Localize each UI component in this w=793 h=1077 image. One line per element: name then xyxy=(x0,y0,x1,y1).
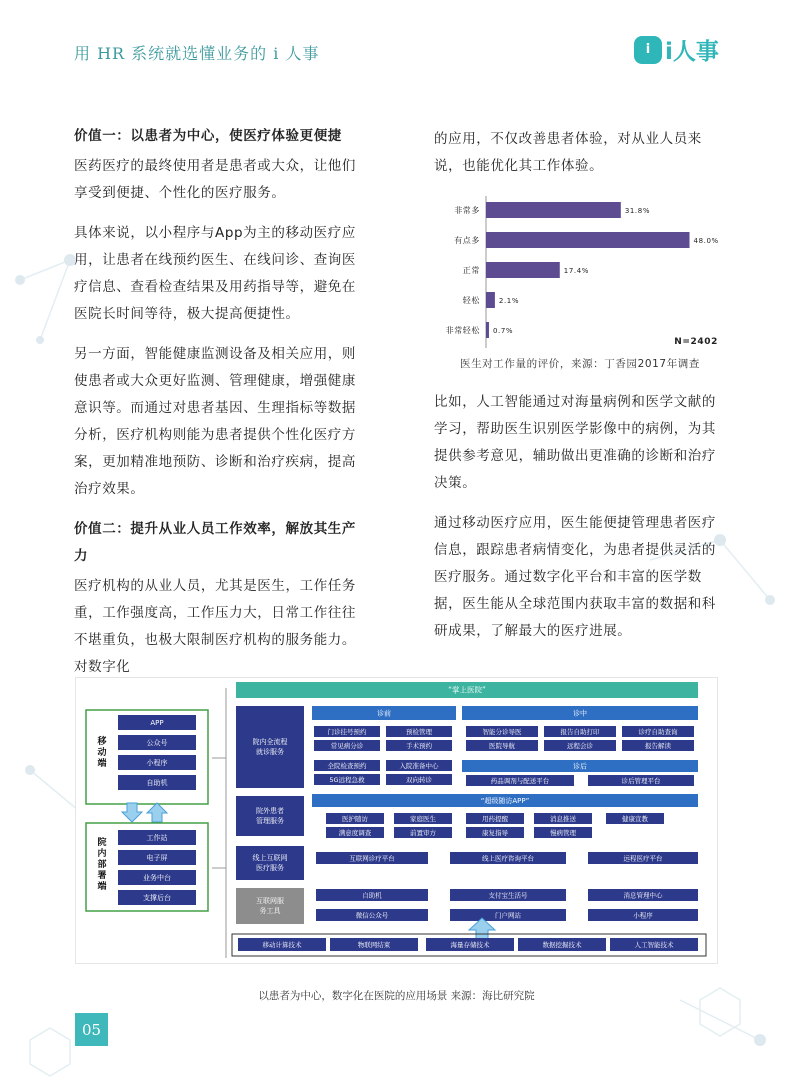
tool-item xyxy=(450,889,566,901)
section-zhenzhong xyxy=(462,706,698,720)
chart-bar xyxy=(486,232,690,248)
svg-text:端: 端 xyxy=(97,882,107,892)
followup-item xyxy=(326,827,384,838)
svg-text:“超级随访APP”: “超级随访APP” xyxy=(480,796,530,805)
svg-text:APP: APP xyxy=(150,718,164,727)
svg-text:署: 署 xyxy=(97,871,107,881)
zhenqian-item xyxy=(314,740,380,751)
svg-text:内: 内 xyxy=(97,849,107,859)
followup-item xyxy=(534,813,592,824)
page-number: 05 xyxy=(75,1013,108,1046)
followup-item xyxy=(326,813,384,824)
svg-text:诊后管理平台: 诊后管理平台 xyxy=(621,776,661,785)
row-title-outpatient-mgmt xyxy=(236,796,304,836)
svg-text:5G远程急救: 5G远程急救 xyxy=(329,775,365,784)
chart-value-label: 0.7% xyxy=(492,327,514,335)
svg-text:自助机: 自助机 xyxy=(146,778,168,787)
svg-text:诊中: 诊中 xyxy=(573,709,587,718)
top-banner-palm-hospital xyxy=(236,682,698,698)
svg-text:全院检查预约: 全院检查预约 xyxy=(327,761,367,770)
zhenqian-item xyxy=(314,726,380,737)
svg-text:门诊挂号预约: 门诊挂号预约 xyxy=(327,727,367,736)
svg-text:手术预约: 手术预约 xyxy=(406,741,432,750)
svg-text:“掌上医院”: “掌上医院” xyxy=(448,685,486,695)
svg-text:部: 部 xyxy=(97,860,107,870)
left-column xyxy=(74,123,366,694)
svg-text:入院准备中心: 入院准备中心 xyxy=(399,761,439,770)
chart-value-label: 48.0% xyxy=(693,237,719,245)
mobile-item xyxy=(118,735,196,750)
tool-item xyxy=(588,889,698,901)
svg-text:移: 移 xyxy=(97,737,107,747)
svg-text:康复指导: 康复指导 xyxy=(482,828,508,837)
svg-text:互联网服: 互联网服 xyxy=(256,897,284,905)
svg-text:支付宝生活号: 支付宝生活号 xyxy=(488,891,528,900)
tech-item xyxy=(426,938,514,951)
section-heading-value-two: 价值二：提升从业人员工作效率，解放其生产力 xyxy=(74,521,356,564)
tool-item xyxy=(316,889,428,901)
followup-item xyxy=(466,827,524,838)
svg-text:人工智能技术: 人工智能技术 xyxy=(634,940,674,949)
online-platform-item xyxy=(316,852,428,864)
zhenhou-item xyxy=(466,775,574,786)
svg-text:远程医疗平台: 远程医疗平台 xyxy=(623,854,663,863)
svg-text:管理服务: 管理服务 xyxy=(256,817,284,825)
svg-text:消息推送: 消息推送 xyxy=(550,814,576,823)
svg-text:家庭医生: 家庭医生 xyxy=(410,814,436,823)
hospital-digital-scenario-diagram xyxy=(75,677,718,964)
zhenzhong-item xyxy=(466,740,538,751)
svg-text:报告解读: 报告解读 xyxy=(645,741,671,750)
svg-text:医护随访: 医护随访 xyxy=(342,814,368,823)
hospital-item xyxy=(118,830,196,845)
svg-text:双向转诊: 双向转诊 xyxy=(406,775,432,784)
section-zhenqian xyxy=(312,706,456,720)
workload-bar-chart xyxy=(434,192,726,353)
logo-mark-icon: i xyxy=(634,36,662,64)
followup-item xyxy=(466,813,524,824)
followup-item xyxy=(534,827,592,838)
chart-sample-size: N=2402 xyxy=(674,337,718,347)
mobile-item xyxy=(118,775,196,790)
tech-item xyxy=(330,938,418,951)
svg-text:常见病分诊: 常见病分诊 xyxy=(330,741,364,750)
svg-text:就诊服务: 就诊服务 xyxy=(256,748,284,756)
chart-category-label: 非常多 xyxy=(454,206,480,215)
svg-text:线上医疗咨询平台: 线上医疗咨询平台 xyxy=(482,854,534,863)
hospital-item xyxy=(118,890,196,905)
svg-text:业务中台: 业务中台 xyxy=(143,873,171,882)
svg-text:药品调剂与配送平台: 药品调剂与配送平台 xyxy=(490,776,550,785)
row-title-inpatient-service xyxy=(236,706,304,788)
svg-text:医疗服务: 医疗服务 xyxy=(256,864,284,872)
logo-text: i人事 xyxy=(665,39,719,65)
zhenqian-item xyxy=(314,774,380,785)
svg-text:诊疗自助查询: 诊疗自助查询 xyxy=(638,727,678,736)
chart-bar xyxy=(486,262,560,278)
tool-item xyxy=(316,909,428,921)
svg-text:电子屏: 电子屏 xyxy=(146,853,168,862)
zhenqian-item xyxy=(386,774,452,785)
tool-item xyxy=(450,909,566,921)
svg-text:预检管理: 预检管理 xyxy=(406,727,432,736)
zhenzhong-item xyxy=(544,740,616,751)
chart-category-label: 有点多 xyxy=(454,236,480,245)
svg-text:门户网站: 门户网站 xyxy=(495,911,521,920)
online-platform-item xyxy=(588,852,698,864)
brand-logo xyxy=(634,33,719,66)
svg-text:互联网诊疗平台: 互联网诊疗平台 xyxy=(349,854,395,863)
chart-value-label: 17.4% xyxy=(563,267,590,275)
tech-item xyxy=(238,938,326,951)
svg-text:诊前: 诊前 xyxy=(377,709,391,718)
paragraph: 具体来说，以小程序与App为主的移动医疗应用，让患者在线预约医生、在线问诊、查询医疗信息、查看检查结果及用药指导等，避免在医院长时间等待，极大提高便捷性。 xyxy=(74,225,356,322)
svg-text:小程序: 小程序 xyxy=(146,758,168,767)
paragraph: 通过移动医疗应用，医生能便捷管理患者医疗信息，跟踪患者病情变化，为患者提供灵活的医疗服务。通过数字化平台和丰富的医学数据，医生能从全球范围内获取丰富的数据和科研成果，了解最大的医疗进展。 xyxy=(434,515,716,639)
svg-text:满意度调查: 满意度调查 xyxy=(338,828,372,837)
svg-text:线上互联网: 线上互联网 xyxy=(252,854,288,862)
svg-text:远程会诊: 远程会诊 xyxy=(567,741,593,750)
mobile-item xyxy=(118,715,196,730)
paragraph: 医药医疗的最终使用者是患者或大众，让他们享受到便捷、个性化的医疗服务。 xyxy=(74,158,356,201)
bracket-line xyxy=(212,688,226,958)
svg-text:院外患者: 院外患者 xyxy=(256,807,284,815)
svg-text:健康宣教: 健康宣教 xyxy=(622,814,648,823)
sync-arrows-icon xyxy=(122,803,167,822)
tech-item xyxy=(610,938,698,951)
svg-text:公众号: 公众号 xyxy=(146,738,168,747)
svg-text:微信公众号: 微信公众号 xyxy=(355,911,389,920)
svg-text:移动计算技术: 移动计算技术 xyxy=(262,940,302,949)
row-title-online-medical xyxy=(236,846,304,880)
svg-text:海量存储技术: 海量存储技术 xyxy=(450,940,490,949)
svg-text:物联网结束: 物联网结束 xyxy=(357,940,391,949)
hospital-group-label xyxy=(96,836,107,892)
svg-text:消息管理中心: 消息管理中心 xyxy=(623,891,663,900)
paragraph: 比如，人工智能通过对海量病例和医学文献的学习，帮助医生识别医学影像中的病例，为其提供参考意见，辅助做出更准确的诊断和治疗决策。 xyxy=(434,394,716,491)
svg-text:小程序: 小程序 xyxy=(633,911,653,920)
zhenhou-item xyxy=(588,775,694,786)
row-title-internet-tools xyxy=(236,888,304,924)
chart-value-label: 31.8% xyxy=(624,207,651,215)
svg-text:务工具: 务工具 xyxy=(259,907,281,915)
paragraph: 医疗机构的从业人员，尤其是医生，工作任务重，工作强度高，工作压力大，日常工作往往不堪重负，也极大限制医疗机构的服务能力。对数字化 xyxy=(74,578,356,675)
zhenzhong-item xyxy=(622,740,694,751)
right-column xyxy=(434,126,726,658)
followup-item xyxy=(394,827,452,838)
svg-text:端: 端 xyxy=(97,759,107,769)
hospital-item xyxy=(118,850,196,865)
svg-text:动: 动 xyxy=(97,748,107,758)
chart-value-label: 2.1% xyxy=(498,297,520,305)
chart-bar xyxy=(486,202,621,218)
followup-item xyxy=(606,813,664,824)
followup-item xyxy=(394,813,452,824)
chart-category-label: 轻松 xyxy=(462,296,480,305)
mobile-group-label xyxy=(96,735,107,769)
svg-text:医院导航: 医院导航 xyxy=(489,741,515,750)
zhenqian-item xyxy=(386,760,452,771)
chart-bar xyxy=(486,292,495,308)
svg-text:报告自助打印: 报告自助打印 xyxy=(560,727,600,736)
svg-text:院内全流程: 院内全流程 xyxy=(252,738,288,746)
chart-category-label: 非常轻松 xyxy=(445,326,480,335)
row2-banner-super-followup xyxy=(312,794,698,807)
section-heading-value-one: 价值一：以患者为中心，使医疗体验更便捷 xyxy=(74,128,342,144)
hospital-item xyxy=(118,870,196,885)
tech-item xyxy=(518,938,606,951)
diagram-svg xyxy=(76,678,719,965)
svg-text:智能分诊导医: 智能分诊导医 xyxy=(482,727,522,736)
zhenqian-item xyxy=(314,760,380,771)
svg-text:院: 院 xyxy=(97,838,107,848)
bar-chart-svg xyxy=(434,192,726,353)
zhenqian-item xyxy=(386,740,452,751)
chart-bar xyxy=(486,322,489,338)
tool-item xyxy=(588,909,698,921)
svg-text:支撑后台: 支撑后台 xyxy=(143,893,171,902)
svg-text:工作站: 工作站 xyxy=(146,833,168,842)
chart-category-label: 正常 xyxy=(462,266,480,275)
mobile-item xyxy=(118,755,196,770)
svg-text:自助机: 自助机 xyxy=(362,891,382,900)
chart-caption: 医生对工作量的评价，来源：丁香园2017年调查 xyxy=(459,358,701,370)
zhenzhong-item xyxy=(466,726,538,737)
paragraph: 另一方面，智能健康监测设备及相关应用，则使患者或大众更好监测、管理健康，增强健康意识等。而通过对患者基因、生理指标等数据分析，医疗机构则能为患者提供个性化医疗方案，更加精准地预防、诊断和治疗疾病，提高治疗效果。 xyxy=(74,346,356,497)
svg-text:前置审方: 前置审方 xyxy=(410,828,436,837)
zhenqian-item xyxy=(386,726,452,737)
zhenzhong-item xyxy=(544,726,616,737)
header-title: 用 HR 系统就选懂业务的 i 人事 xyxy=(74,44,320,63)
paragraph: 的应用，不仅改善患者体验，对从业人员来说，也能优化其工作体验。 xyxy=(434,131,702,174)
svg-text:数据挖掘技术: 数据挖掘技术 xyxy=(542,940,582,949)
online-platform-item xyxy=(450,852,566,864)
svg-text:用药提醒: 用药提醒 xyxy=(482,814,508,823)
svg-text:诊后: 诊后 xyxy=(573,762,587,771)
zhenzhong-item xyxy=(622,726,694,737)
diagram-caption: 以患者为中心，数字化在医院的应用场景 来源：海比研究院 xyxy=(258,990,535,1002)
section-zhenhou xyxy=(462,760,698,772)
svg-text:慢病管理: 慢病管理 xyxy=(550,828,576,837)
